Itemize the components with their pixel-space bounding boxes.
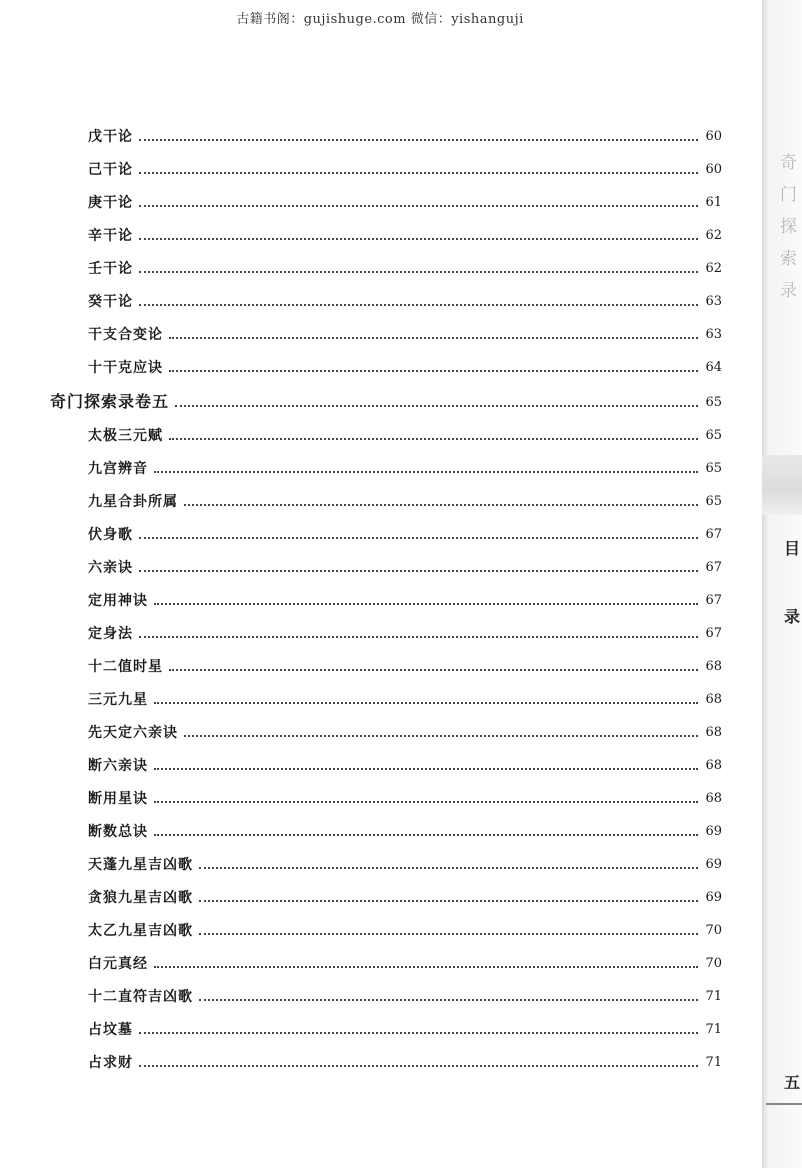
toc-chapter-title: 奇门探索录卷五 [50, 392, 170, 411]
leader-dots [169, 438, 698, 440]
toc-entry[interactable] [88, 918, 722, 940]
toc-title: 六亲诀 [88, 560, 133, 576]
toc-entry[interactable] [88, 819, 722, 841]
toc-page-number: 70 [705, 956, 722, 971]
leader-dots [199, 867, 698, 869]
leader-dots [139, 570, 698, 572]
leader-dots [139, 1065, 698, 1067]
toc-entry[interactable] [88, 423, 722, 445]
leader-dots [154, 966, 698, 968]
toc-title: 先天定六亲诀 [88, 725, 178, 741]
toc-title: 壬干论 [88, 261, 133, 277]
toc-title: 十二直符吉凶歌 [88, 989, 193, 1005]
toc-page-number: 71 [705, 1022, 722, 1037]
toc-page-number: 65 [705, 395, 722, 410]
toc-page-number: 68 [705, 725, 722, 740]
toc-page-number: 63 [705, 294, 722, 309]
side-char-lu: 录 [784, 607, 801, 626]
toc-title: 占坟墓 [88, 1022, 133, 1038]
leader-dots [139, 238, 698, 240]
toc-entry[interactable] [88, 322, 722, 344]
toc-title: 九星合卦所属 [88, 494, 178, 510]
toc-title: 十干克应诀 [88, 360, 163, 376]
toc-title: 己干论 [88, 162, 133, 178]
toc-page-number: 65 [705, 461, 722, 476]
toc-title: 庚干论 [88, 195, 133, 211]
toc-page-number: 68 [705, 692, 722, 707]
toc-page-number: 68 [705, 758, 722, 773]
leader-dots [154, 834, 698, 836]
toc-entry[interactable] [88, 289, 722, 311]
leader-dots [175, 405, 698, 407]
ghost-char: 索 [780, 249, 797, 269]
toc-page-number: 67 [705, 593, 722, 608]
leader-dots [169, 337, 698, 339]
toc-title: 定用神诀 [88, 593, 148, 609]
toc-page-number: 71 [705, 1055, 722, 1070]
toc-title: 天蓬九星吉凶歌 [88, 857, 193, 873]
toc-entry[interactable] [88, 489, 722, 511]
ghost-char: 奇 [780, 153, 797, 173]
side-char-mu: 目 [784, 539, 801, 558]
toc-page-number: 63 [705, 327, 722, 342]
toc-entry[interactable] [88, 753, 722, 775]
toc-title: 断数总诀 [88, 824, 148, 840]
toc-page-number: 61 [705, 195, 722, 210]
leader-dots [139, 1032, 698, 1034]
leader-dots [139, 636, 698, 638]
toc-entry[interactable] [88, 190, 722, 212]
toc-entry[interactable] [88, 588, 722, 610]
toc-entry[interactable] [88, 456, 722, 478]
toc-entry[interactable] [88, 786, 722, 808]
toc-entry[interactable] [88, 124, 722, 146]
toc-title: 九宫辨音 [88, 461, 148, 477]
toc-page-number: 69 [705, 857, 722, 872]
leader-dots [139, 172, 698, 174]
toc-page-number: 69 [705, 890, 722, 905]
leader-dots [199, 933, 698, 935]
toc-title: 断六亲诀 [88, 758, 148, 774]
leader-dots [154, 603, 698, 605]
toc-entry[interactable] [88, 984, 722, 1006]
facing-page-edge [762, 0, 802, 1168]
toc-page-number: 67 [705, 560, 722, 575]
spine-band [762, 455, 802, 515]
toc-page-number: 65 [705, 494, 722, 509]
leader-dots [139, 139, 698, 141]
toc-entry[interactable] [88, 687, 722, 709]
ghost-char: 录 [780, 281, 797, 301]
leader-dots [139, 537, 698, 539]
spine-rule [766, 1103, 802, 1105]
toc-page-number: 70 [705, 923, 722, 938]
toc-title: 太乙九星吉凶歌 [88, 923, 193, 939]
toc-page-number: 67 [705, 527, 722, 542]
toc-entry[interactable] [88, 1050, 722, 1072]
toc-entry[interactable] [88, 852, 722, 874]
toc-title: 白元真经 [88, 956, 148, 972]
toc-title: 伏身歌 [88, 527, 133, 543]
toc-title: 断用星诀 [88, 791, 148, 807]
leader-dots [184, 504, 698, 506]
toc-title: 癸干论 [88, 294, 133, 310]
toc-page-number: 67 [705, 626, 722, 641]
toc-entry[interactable] [88, 555, 722, 577]
toc-page-number: 65 [705, 428, 722, 443]
toc-title: 太极三元赋 [88, 428, 163, 444]
toc-entry[interactable] [88, 951, 722, 973]
toc-chapter-entry[interactable] [50, 390, 722, 412]
toc-entry[interactable] [88, 885, 722, 907]
toc-title: 十二值时星 [88, 659, 163, 675]
toc-entry[interactable] [88, 522, 722, 544]
toc-title: 辛干论 [88, 228, 133, 244]
toc-page-number: 71 [705, 989, 722, 1004]
leader-dots [154, 471, 698, 473]
toc-page-number: 62 [705, 261, 722, 276]
toc-page-number: 60 [705, 129, 722, 144]
leader-dots [169, 669, 698, 671]
leader-dots [139, 271, 698, 273]
toc-title: 占求财 [88, 1055, 133, 1071]
leader-dots [169, 370, 698, 372]
watermark-text: 古籍书阁：gujishuge.com 微信：yishanguji [236, 12, 524, 27]
toc-title: 定身法 [88, 626, 133, 642]
toc-entry[interactable] [88, 621, 722, 643]
leader-dots [199, 900, 698, 902]
leader-dots [154, 768, 698, 770]
toc-title: 戊干论 [88, 129, 133, 145]
toc-title: 干支合变论 [88, 327, 163, 343]
toc-entry[interactable] [88, 720, 722, 742]
leader-dots [154, 801, 698, 803]
ghost-char: 门 [780, 185, 797, 205]
side-page-label: 五 [784, 1073, 801, 1092]
toc-entry[interactable] [88, 157, 722, 179]
leader-dots [154, 702, 698, 704]
toc-entry[interactable] [88, 355, 722, 377]
toc-page-number: 68 [705, 791, 722, 806]
toc-entry[interactable] [88, 654, 722, 676]
toc-title: 贪狼九星吉凶歌 [88, 890, 193, 906]
leader-dots [139, 205, 698, 207]
toc-entry[interactable] [88, 223, 722, 245]
toc-page-number: 68 [705, 659, 722, 674]
toc-page-number: 60 [705, 162, 722, 177]
leader-dots [199, 999, 698, 1001]
toc-entry[interactable] [88, 1017, 722, 1039]
toc-title: 三元九星 [88, 692, 148, 708]
toc-page-number: 62 [705, 228, 722, 243]
leader-dots [184, 735, 698, 737]
ghost-char: 探 [780, 217, 797, 237]
toc-entry[interactable] [88, 256, 722, 278]
toc-page-number: 69 [705, 824, 722, 839]
toc-page-number: 64 [705, 360, 722, 375]
leader-dots [139, 304, 698, 306]
